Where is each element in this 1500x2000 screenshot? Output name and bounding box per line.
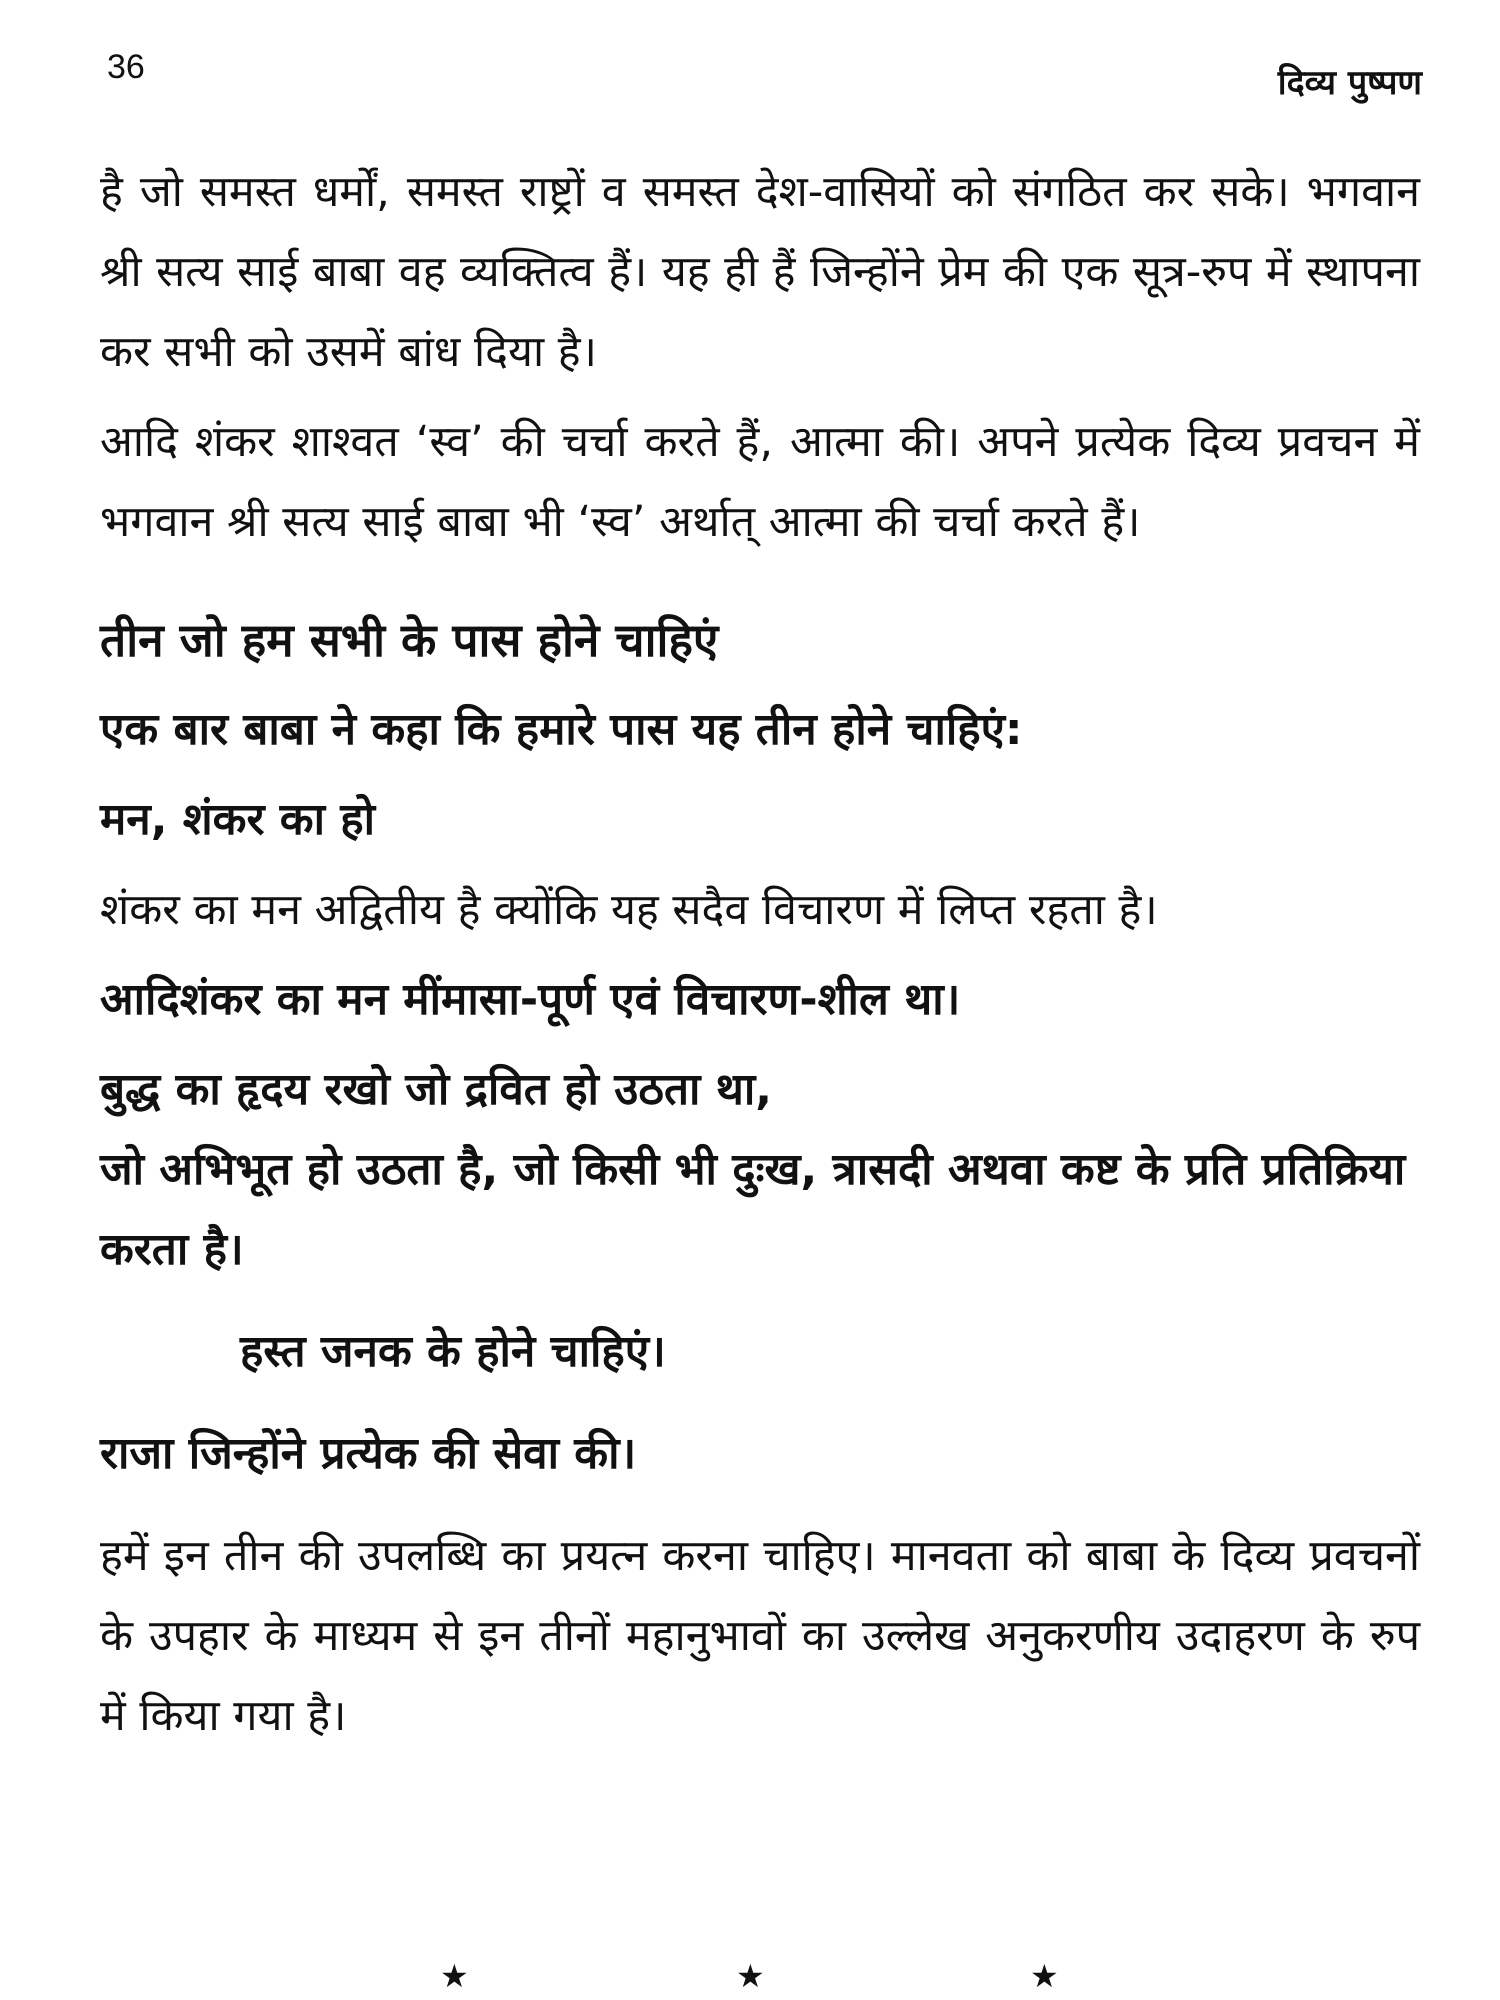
item-hands-text: राजा जिन्होंने प्रत्येक की सेवा की। bbox=[100, 1428, 637, 1479]
closing-paragraph: हमें इन तीन की उपलब्धि का प्रयत्न करना चाहिए। मानवता को बाबा के दिव्य प्रवचनों के उपहार के माध्यम से इन तीनों महानुभावों का उल्लेख अनुकरणीय उदाहरण के रुप में किया गया है। bbox=[100, 1531, 1420, 1741]
item-mind-note: आदिशंकर का मन मींमासा-पूर्ण एवं विचारण-शील था। bbox=[100, 974, 961, 1025]
page-body bbox=[100, 152, 1420, 1756]
item-mind-title: मन, शंकर का हो bbox=[100, 794, 376, 845]
section-heading: तीन जो हम सभी के पास होने चाहिएं bbox=[100, 613, 719, 667]
item-mind-text: शंकर का मन अद्वितीय है क्योंकि यह सदैव विचारण में लिप्त रहता है। bbox=[100, 885, 1158, 935]
page-number: 36 bbox=[107, 48, 145, 86]
ornament-row bbox=[0, 1957, 1500, 2000]
running-head: दिव्य पुष्पण bbox=[1277, 63, 1422, 103]
paragraph-intro: है जो समस्त धर्मों, समस्त राष्ट्रों व समस्त देश-वासियों को संगठित कर सके। भगवान श्री सत्य साई बाबा वह व्यक्तित्व हैं। यह ही हैं जिन्होंने प्रेम की एक सूत्र-रुप में स्थापना कर सभी को उसमें बांध दिया है। bbox=[100, 167, 1420, 377]
paragraph-shankar-self: आदि शंकर शाश्वत ‘स्व’ की चर्चा करते हैं, आत्मा की। अपने प्रत्येक दिव्य प्रवचन में भगवान श्री सत्य साई बाबा भी ‘स्व’ अर्थात् आत्मा की चर्चा करते हैं। bbox=[100, 417, 1420, 547]
section-intro: एक बार बाबा ने कहा कि हमारे पास यह तीन होने चाहिएं: bbox=[100, 704, 1023, 755]
item-heart-title: बुद्ध का हृदय रखो जो द्रवित हो उठता था, bbox=[100, 1064, 772, 1115]
item-heart-text: जो अभिभूत हो उठता है, जो किसी भी दुःख, त्रासदी अथवा कष्ट के प्रति प्रतिक्रिया करता है। bbox=[100, 1144, 1406, 1275]
ornament-star-icon: ★ bbox=[1030, 1957, 1059, 1995]
ornament-star-icon: ★ bbox=[440, 1957, 469, 1995]
item-hands-title: हस्त जनक के होने चाहिएं। bbox=[240, 1326, 666, 1377]
ornament-star-icon: ★ bbox=[736, 1957, 765, 1995]
